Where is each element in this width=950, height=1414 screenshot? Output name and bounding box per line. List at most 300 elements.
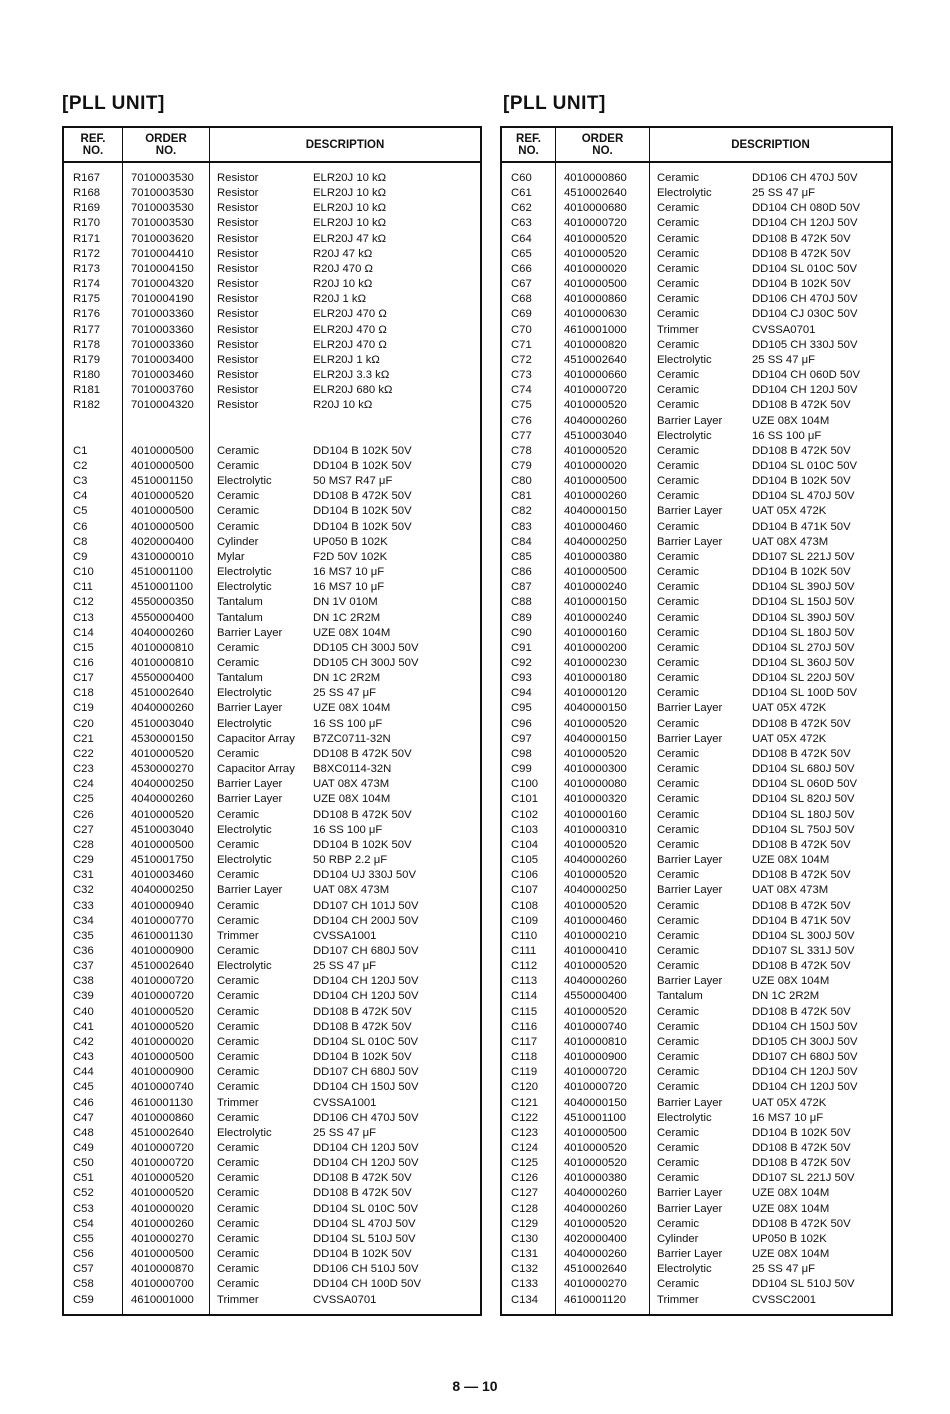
ref-header-line1: REF. bbox=[80, 132, 106, 145]
ref-no-cell: R181 bbox=[73, 384, 101, 397]
part-value-cell: UP050 B 102K bbox=[313, 535, 388, 548]
table-row bbox=[64, 929, 480, 944]
order-no-cell: 4040000260 bbox=[564, 1248, 627, 1261]
order-no-cell: 7010003530 bbox=[131, 217, 194, 230]
ref-no-cell: C78 bbox=[511, 444, 532, 457]
ref-no-header bbox=[502, 128, 556, 161]
ref-no-cell: C19 bbox=[73, 702, 94, 715]
part-value-cell: UP050 B 102K bbox=[752, 1232, 827, 1245]
ref-no-cell: C109 bbox=[511, 914, 539, 927]
part-value-cell: DD104 B 102K 50V bbox=[752, 566, 851, 579]
part-value-cell: 50 MS7 R47 μF bbox=[313, 475, 393, 488]
part-value-cell: DD104 SL 470J 50V bbox=[752, 490, 855, 503]
table-row bbox=[64, 565, 480, 580]
part-value-cell: DD108 B 472K 50V bbox=[313, 1172, 412, 1185]
ref-no-cell: C47 bbox=[73, 1111, 94, 1124]
part-type-cell: Electrolytic bbox=[217, 854, 272, 867]
table-row bbox=[502, 1020, 891, 1035]
ref-no-cell: C60 bbox=[511, 172, 532, 184]
ref-no-cell: C123 bbox=[511, 1126, 539, 1139]
part-value-cell: DD105 CH 330J 50V bbox=[752, 338, 858, 351]
table-row bbox=[502, 1005, 891, 1020]
table-row bbox=[502, 216, 891, 231]
part-value-cell: UAT 05X 472K bbox=[752, 505, 827, 518]
order-no-cell: 4510001150 bbox=[131, 475, 193, 488]
part-value-cell: 50 RBP 2.2 μF bbox=[313, 854, 388, 867]
part-value-cell: DD104 CH 120J 50V bbox=[752, 384, 858, 397]
order-no-cell: 4010000520 bbox=[564, 869, 627, 882]
ref-no-cell: C128 bbox=[511, 1202, 539, 1215]
part-type-cell: Ceramic bbox=[217, 520, 260, 533]
order-no-cell: 7010003460 bbox=[131, 369, 194, 382]
part-type-cell: Barrier Layer bbox=[657, 854, 723, 867]
part-type-cell: Resistor bbox=[217, 384, 259, 397]
order-no-cell: 4010000740 bbox=[564, 1020, 627, 1033]
part-type-cell: Ceramic bbox=[217, 1172, 260, 1185]
ref-no-cell: R174 bbox=[73, 278, 101, 291]
table-row bbox=[502, 444, 891, 459]
ref-no-cell: R180 bbox=[73, 369, 101, 382]
ref-no-cell: C118 bbox=[511, 1051, 538, 1064]
part-type-cell: Ceramic bbox=[217, 459, 260, 472]
table-row bbox=[502, 777, 891, 792]
ref-no-cell: C14 bbox=[73, 626, 94, 639]
part-type-cell: Resistor bbox=[217, 338, 259, 351]
part-value-cell: 25 SS 47 μF bbox=[752, 353, 816, 366]
order-no-cell: 4010000320 bbox=[564, 793, 627, 806]
part-value-cell: R20J 10 kΩ bbox=[313, 399, 373, 412]
table-row bbox=[64, 201, 480, 216]
order-no-cell: 7010003360 bbox=[131, 308, 194, 321]
table-row bbox=[502, 868, 891, 883]
ref-no-cell: C57 bbox=[73, 1263, 94, 1276]
part-type-cell bbox=[210, 414, 313, 429]
ref-no-cell: C106 bbox=[511, 869, 539, 882]
order-no-cell: 4040000150 bbox=[564, 732, 627, 745]
ref-no-cell: R177 bbox=[73, 323, 101, 336]
table-row bbox=[502, 717, 891, 732]
order-no-cell: 4010000810 bbox=[131, 641, 194, 654]
table-row bbox=[64, 717, 480, 732]
order-no-cell: 4010000080 bbox=[564, 778, 627, 791]
right-section-title: [PLL UNIT] bbox=[503, 93, 606, 114]
part-type-cell: Electrolytic bbox=[657, 187, 712, 200]
order-no-cell: 4040000250 bbox=[564, 884, 627, 897]
order-no-cell: 4010000500 bbox=[131, 838, 194, 851]
part-type-cell: Ceramic bbox=[657, 202, 700, 215]
part-value-cell: 16 MS7 10 μF bbox=[313, 566, 385, 579]
table-row bbox=[64, 959, 480, 974]
order-no-cell: 4510003040 bbox=[131, 823, 194, 836]
table-row bbox=[64, 792, 480, 807]
part-type-cell: Ceramic bbox=[217, 975, 260, 988]
ref-no-cell: C100 bbox=[511, 778, 539, 791]
table-row bbox=[502, 307, 891, 322]
ref-no-cell: C67 bbox=[511, 278, 532, 291]
ref-no-cell: C21 bbox=[73, 732, 94, 745]
order-no-cell: 4010000520 bbox=[564, 399, 627, 412]
part-type-cell: Electrolytic bbox=[217, 581, 272, 594]
table-row bbox=[502, 368, 891, 383]
part-type-cell: Barrier Layer bbox=[657, 1187, 723, 1200]
part-type-cell: Ceramic bbox=[657, 262, 700, 275]
part-value-cell: 25 SS 47 μF bbox=[313, 687, 377, 700]
part-value-cell: UZE 08X 104M bbox=[752, 1202, 830, 1215]
ref-no-cell: C31 bbox=[73, 869, 94, 882]
part-type-cell: Ceramic bbox=[657, 399, 700, 412]
table-row bbox=[64, 216, 480, 231]
part-value-cell: DD108 B 472K 50V bbox=[752, 960, 851, 973]
table-row bbox=[502, 429, 891, 444]
part-value-cell: ELR20J 680 kΩ bbox=[313, 384, 393, 397]
table-row bbox=[502, 1035, 891, 1050]
part-type-cell: Resistor bbox=[217, 353, 259, 366]
order-no-cell: 4010000240 bbox=[564, 611, 627, 624]
order-no-cell: 4010000500 bbox=[564, 566, 627, 579]
ref-no-cell: C96 bbox=[511, 717, 532, 730]
ref-no-cell: R178 bbox=[73, 338, 101, 351]
order-no-cell: 4010000020 bbox=[564, 262, 627, 275]
table-row bbox=[502, 520, 891, 535]
ref-no-cell: C66 bbox=[511, 262, 532, 275]
table-row bbox=[502, 944, 891, 959]
table-row bbox=[502, 929, 891, 944]
part-type-cell: Ceramic bbox=[657, 278, 700, 291]
part-type-cell: Ceramic bbox=[657, 1278, 700, 1291]
table-row bbox=[502, 823, 891, 838]
part-value-cell: DD104 SL 150J 50V bbox=[752, 596, 855, 609]
ref-no-cell: R172 bbox=[73, 247, 101, 260]
part-type-cell: Ceramic bbox=[657, 672, 700, 685]
ref-no-cell: C32 bbox=[73, 884, 94, 897]
table-row bbox=[502, 232, 891, 247]
order-no-cell: 4040000150 bbox=[564, 1096, 627, 1109]
part-value-cell: R20J 470 Ω bbox=[313, 262, 373, 275]
ref-no-cell: C53 bbox=[73, 1202, 94, 1215]
order-no-cell: 4010000020 bbox=[131, 1035, 194, 1048]
part-type-cell: Resistor bbox=[217, 369, 259, 382]
part-type-cell: Resistor bbox=[217, 187, 259, 200]
ref-no-cell: C29 bbox=[73, 854, 94, 867]
order-no-cell: 4010000520 bbox=[131, 1187, 194, 1200]
table-row bbox=[502, 1293, 891, 1308]
order-no-cell: 7010003400 bbox=[131, 353, 194, 366]
ref-no-cell: C44 bbox=[73, 1066, 94, 1079]
part-value-cell: DD104 CH 120J 50V bbox=[752, 217, 858, 230]
ref-no-cell: C36 bbox=[73, 944, 94, 957]
part-value-cell: DN 1C 2R2M bbox=[313, 611, 381, 624]
table-row bbox=[64, 686, 480, 701]
ref-no-cell: C79 bbox=[511, 459, 532, 472]
part-value-cell: DD104 CH 150J 50V bbox=[313, 1081, 419, 1094]
order-no-cell: 4010000230 bbox=[564, 657, 627, 669]
part-type-cell: Ceramic bbox=[217, 869, 260, 882]
part-type-cell: Electrolytic bbox=[657, 429, 712, 442]
part-value-cell: DD104 B 102K 50V bbox=[313, 520, 412, 533]
ref-no-cell: C84 bbox=[511, 535, 532, 548]
order-no-cell: 4010000500 bbox=[564, 475, 627, 488]
ref-no-cell: C52 bbox=[73, 1187, 94, 1200]
table-row bbox=[64, 868, 480, 883]
part-type-cell: Ceramic bbox=[217, 641, 260, 654]
order-no-cell: 4010000270 bbox=[131, 1232, 194, 1245]
part-type-cell: Resistor bbox=[217, 323, 259, 336]
table-row bbox=[64, 398, 480, 413]
table-row bbox=[502, 277, 891, 292]
ref-no-cell: C73 bbox=[511, 369, 532, 382]
table-row bbox=[64, 232, 480, 247]
ref-no-cell: C55 bbox=[73, 1232, 94, 1245]
part-value-cell: CVSSC2001 bbox=[752, 1293, 817, 1306]
part-type-cell: Ceramic bbox=[657, 384, 700, 397]
part-type-cell: Resistor bbox=[217, 232, 259, 245]
table-row bbox=[64, 1202, 480, 1217]
part-type-cell: Ceramic bbox=[217, 914, 260, 927]
part-type-cell: Resistor bbox=[217, 217, 259, 230]
order-no-cell: 4010000380 bbox=[564, 1172, 627, 1185]
part-type-cell: Tantalum bbox=[657, 990, 703, 1003]
part-type-cell: Ceramic bbox=[217, 1081, 260, 1094]
part-value-cell: ELR20J 1 kΩ bbox=[313, 353, 380, 366]
part-value-cell: ELR20J 10 kΩ bbox=[313, 172, 387, 184]
ref-no-cell: C101 bbox=[511, 793, 539, 806]
ref-no-cell: C116 bbox=[511, 1020, 538, 1033]
part-type-cell: Ceramic bbox=[657, 626, 700, 639]
order-no-cell: 4010000860 bbox=[564, 172, 627, 184]
table-row bbox=[502, 338, 891, 353]
part-type-cell: Ceramic bbox=[657, 1035, 700, 1048]
table-row bbox=[502, 899, 891, 914]
order-no-cell: 4010000740 bbox=[131, 1081, 194, 1094]
ref-no-cell: C76 bbox=[511, 414, 532, 427]
order-no-cell: 4510002640 bbox=[564, 187, 627, 200]
order-no-cell: 4010000810 bbox=[564, 1035, 627, 1048]
order-no-cell: 4510001750 bbox=[131, 854, 194, 867]
ref-no-cell: C20 bbox=[73, 717, 94, 730]
order-no-cell: 4040000260 bbox=[131, 626, 194, 639]
order-no-cell: 4010000820 bbox=[564, 338, 627, 351]
page-number: 8 — 10 bbox=[452, 1378, 498, 1394]
table-row bbox=[64, 1141, 480, 1156]
table-row bbox=[64, 1035, 480, 1050]
ref-no-cell: C72 bbox=[511, 353, 532, 366]
order-no-cell: 4010000520 bbox=[564, 444, 627, 457]
order-no-cell: 4610001000 bbox=[131, 1293, 194, 1306]
part-type-cell: Electrolytic bbox=[217, 687, 272, 700]
part-value-cell: UAT 05X 472K bbox=[752, 702, 827, 715]
ref-no-cell: C65 bbox=[511, 247, 532, 260]
order-no-cell: 4010000720 bbox=[564, 384, 627, 397]
ref-header-line1: REF. bbox=[516, 132, 541, 145]
part-value-cell: DD104 SL 390J 50V bbox=[752, 611, 855, 624]
part-value-cell: DD104 B 102K 50V bbox=[313, 838, 412, 851]
order-no-cell: 4510002640 bbox=[131, 687, 194, 700]
table-row bbox=[64, 353, 480, 368]
ref-no-cell: C70 bbox=[511, 323, 532, 336]
ref-no-cell bbox=[64, 414, 123, 429]
part-type-cell: Ceramic bbox=[657, 1005, 700, 1018]
part-value-cell: DD104 UJ 330J 50V bbox=[313, 869, 416, 882]
part-value-cell: DD106 CH 510J 50V bbox=[313, 1263, 419, 1276]
ref-no-cell: C122 bbox=[511, 1111, 539, 1124]
ref-no-cell: C86 bbox=[511, 566, 532, 579]
ref-no-cell: C103 bbox=[511, 823, 539, 836]
ref-no-cell: C125 bbox=[511, 1157, 539, 1170]
order-no-cell: 4010000520 bbox=[564, 717, 627, 730]
part-value-cell: DD106 CH 470J 50V bbox=[313, 1111, 419, 1124]
part-type-cell: Electrolytic bbox=[217, 960, 272, 973]
part-type-cell: Ceramic bbox=[217, 490, 260, 503]
ref-no-cell: C130 bbox=[511, 1232, 539, 1245]
order-header-line1: ORDER bbox=[581, 132, 624, 145]
order-no-cell: 4040000260 bbox=[564, 854, 627, 867]
order-no-cell: 7010004410 bbox=[131, 247, 194, 260]
ref-no-cell: C5 bbox=[73, 505, 88, 518]
order-no-cell: 4010000520 bbox=[564, 1157, 627, 1170]
table-row bbox=[502, 595, 891, 610]
table-row bbox=[64, 1080, 480, 1095]
order-no-cell: 4010000120 bbox=[564, 687, 627, 700]
part-value-cell: 16 SS 100 μF bbox=[313, 717, 383, 730]
table-row bbox=[502, 353, 891, 368]
table-row bbox=[64, 732, 480, 747]
table-body bbox=[64, 163, 480, 1314]
table-row bbox=[502, 1096, 891, 1111]
table-row bbox=[502, 171, 891, 186]
part-value-cell: DD104 CH 100D 50V bbox=[313, 1278, 422, 1291]
table-row bbox=[64, 1277, 480, 1292]
part-type-cell: Barrier Layer bbox=[657, 1202, 723, 1215]
table-row bbox=[64, 1247, 480, 1262]
ref-no-cell: C37 bbox=[73, 960, 94, 973]
part-value-cell: ELR20J 10 kΩ bbox=[313, 187, 387, 200]
part-type-cell: Resistor bbox=[217, 308, 259, 321]
order-no-cell: 4010000520 bbox=[564, 899, 627, 912]
part-value-cell: DD104 CH 120J 50V bbox=[313, 990, 419, 1003]
ref-no-cell: C46 bbox=[73, 1096, 94, 1109]
part-value-cell: DN 1V 010M bbox=[313, 596, 378, 609]
order-no-cell: 4510001100 bbox=[564, 1111, 626, 1124]
ref-no-cell: C38 bbox=[73, 975, 94, 988]
ref-no-cell: C68 bbox=[511, 293, 532, 306]
ref-no-cell: C119 bbox=[511, 1066, 538, 1079]
table-row bbox=[64, 474, 480, 489]
part-value-cell: DD105 CH 300J 50V bbox=[313, 657, 419, 669]
ref-no-cell: C117 bbox=[511, 1035, 538, 1048]
table-row bbox=[64, 459, 480, 474]
ref-no-cell: C110 bbox=[511, 929, 538, 942]
part-type-cell: Ceramic bbox=[657, 1172, 700, 1185]
ref-no-cell: C124 bbox=[511, 1142, 539, 1154]
table-row bbox=[64, 580, 480, 595]
table-row bbox=[64, 626, 480, 641]
part-value-cell: DD108 B 472K 50V bbox=[313, 747, 412, 760]
order-header-line2: NO. bbox=[155, 144, 177, 157]
part-type-cell bbox=[210, 429, 313, 444]
order-no-cell: 7010004320 bbox=[131, 278, 194, 291]
ref-no-cell bbox=[64, 429, 123, 444]
part-value-cell: ELR20J 3.3 kΩ bbox=[313, 369, 390, 382]
ref-no-cell: C108 bbox=[511, 899, 539, 912]
part-value-cell: UAT 08X 473M bbox=[752, 884, 829, 897]
order-no-cell: 4010000660 bbox=[564, 369, 627, 382]
order-no-cell: 4010000500 bbox=[131, 459, 194, 472]
part-type-cell: Ceramic bbox=[657, 687, 700, 700]
table-row bbox=[64, 611, 480, 626]
part-type-cell: Ceramic bbox=[657, 838, 700, 851]
part-value-cell: DD104 B 471K 50V bbox=[752, 520, 851, 533]
part-value-cell: ELR20J 470 Ω bbox=[313, 338, 387, 351]
ref-no-cell: R168 bbox=[73, 187, 101, 200]
part-value-cell: DD104 SL 060D 50V bbox=[752, 778, 858, 791]
table-row bbox=[64, 671, 480, 686]
order-no-cell: 4040000260 bbox=[564, 414, 627, 427]
part-value-cell: DD108 B 472K 50V bbox=[752, 444, 851, 457]
part-type-cell: Resistor bbox=[217, 202, 259, 215]
part-type-cell: Ceramic bbox=[217, 1202, 260, 1215]
table-row bbox=[502, 383, 891, 398]
part-type-cell: Ceramic bbox=[217, 1187, 260, 1200]
ref-no-cell: C23 bbox=[73, 763, 94, 776]
order-no-cell: 4010000720 bbox=[131, 975, 194, 988]
table-row bbox=[502, 1186, 891, 1201]
order-no-cell bbox=[123, 429, 210, 444]
part-type-cell: Electrolytic bbox=[657, 353, 712, 366]
part-value-cell: ELR20J 470 Ω bbox=[313, 323, 387, 336]
table-row bbox=[502, 656, 891, 671]
order-no-cell: 4040000250 bbox=[564, 535, 627, 548]
part-type-cell: Ceramic bbox=[217, 990, 260, 1003]
ref-no-cell: C15 bbox=[73, 641, 94, 654]
order-no-cell: 4010000720 bbox=[131, 1142, 194, 1154]
table-row bbox=[502, 459, 891, 474]
order-no-cell: 4010000500 bbox=[131, 1051, 194, 1064]
ref-no-cell: C13 bbox=[73, 611, 94, 624]
part-value-cell: UZE 08X 104M bbox=[752, 1187, 830, 1200]
ref-no-cell: C51 bbox=[73, 1172, 94, 1185]
table-row bbox=[502, 686, 891, 701]
part-type-cell: Ceramic bbox=[657, 475, 700, 488]
part-type-cell: Ceramic bbox=[657, 596, 700, 609]
part-value-cell: R20J 47 kΩ bbox=[313, 247, 373, 260]
table-row bbox=[502, 989, 891, 1004]
part-type-cell: Ceramic bbox=[657, 550, 700, 563]
table-row bbox=[502, 641, 891, 656]
order-no-cell: 7010003530 bbox=[131, 202, 194, 215]
part-type-cell: Cylinder bbox=[657, 1232, 699, 1245]
part-value-cell: DD108 B 472K 50V bbox=[313, 1187, 412, 1200]
part-type-cell: Ceramic bbox=[657, 293, 700, 306]
description-header bbox=[650, 128, 891, 161]
ref-no-cell: C95 bbox=[511, 702, 532, 715]
table-row bbox=[502, 974, 891, 989]
ref-no-cell: C77 bbox=[511, 429, 532, 442]
part-value-cell: 16 MS7 10 μF bbox=[752, 1111, 824, 1124]
table-row bbox=[64, 247, 480, 262]
part-value-cell: DD107 CH 101J 50V bbox=[313, 899, 419, 912]
table-row bbox=[64, 1050, 480, 1065]
part-value-cell: DD108 B 472K 50V bbox=[752, 899, 851, 912]
ref-no-cell: C43 bbox=[73, 1051, 94, 1064]
table-row bbox=[502, 792, 891, 807]
part-type-cell: Trimmer bbox=[657, 1293, 699, 1306]
part-value-cell: DD104 SL 680J 50V bbox=[752, 763, 855, 776]
ref-no-cell: C25 bbox=[73, 793, 94, 806]
table-row bbox=[64, 535, 480, 550]
table-row bbox=[502, 808, 891, 823]
ref-no-cell: C132 bbox=[511, 1263, 539, 1276]
part-type-cell: Ceramic bbox=[657, 1066, 700, 1079]
